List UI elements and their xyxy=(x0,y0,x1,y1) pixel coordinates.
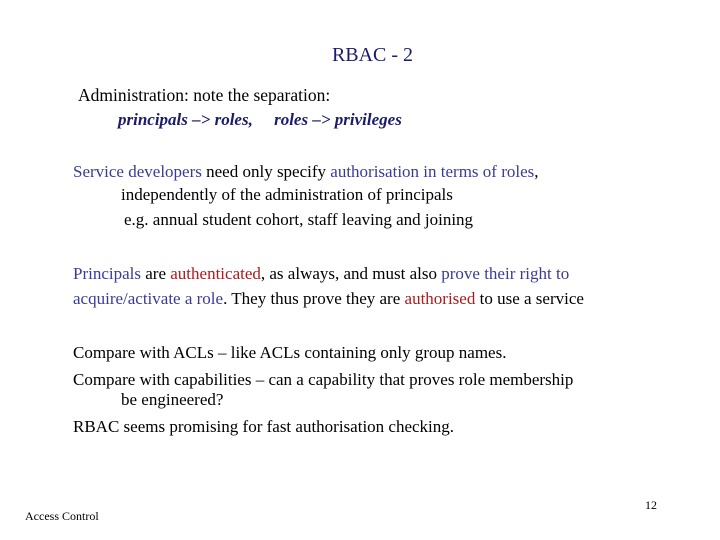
prove-right-text: prove their right to xyxy=(441,264,570,283)
principals-text-plain: are xyxy=(141,264,171,283)
authorisation-roles-text: authorisation in terms of roles xyxy=(330,162,535,181)
service-text-plain: need only specify xyxy=(201,162,331,181)
authenticated-text: authenticated xyxy=(170,264,261,283)
service-comma: , xyxy=(534,162,539,181)
admin-separation xyxy=(118,109,402,131)
principals-text-plain-2: , as always, and must also xyxy=(260,264,442,283)
compare-engineered: be engineered? xyxy=(121,390,224,409)
service-line-2: independently of the administration of principals xyxy=(121,185,453,204)
page-number: 12 xyxy=(645,498,657,512)
slide-title: RBAC - 2 xyxy=(331,44,414,66)
admin-line: Administration: note the separation: xyxy=(78,85,331,105)
rbac-promising: RBAC seems promising for fast authorisation checking. xyxy=(73,417,455,436)
compare-acls: Compare with ACLs – like ACLs containing only group names. xyxy=(73,343,507,362)
acquire-role-text: acquire/activate a role xyxy=(73,289,224,308)
footer-label: Access Control xyxy=(25,509,99,523)
authorised-text: authorised xyxy=(404,289,476,308)
principals-text-plain-4: to use a service xyxy=(475,289,584,308)
service-developers-text: Service developers xyxy=(73,162,202,181)
service-line-3: e.g. annual student cohort, staff leaving and joining xyxy=(124,210,474,229)
service-line-1 xyxy=(73,161,539,183)
principals-text: Principals xyxy=(73,264,141,283)
compare-capabilities: Compare with capabilities – can a capability that proves role membership xyxy=(73,370,574,389)
separation-principals-roles: principals –> roles, xyxy=(118,110,253,129)
principals-line-2 xyxy=(73,288,584,310)
separation-roles-privileges: roles –> privileges xyxy=(274,110,402,129)
principals-line-1 xyxy=(73,263,569,285)
principals-text-plain-3: . They thus prove they are xyxy=(223,289,405,308)
